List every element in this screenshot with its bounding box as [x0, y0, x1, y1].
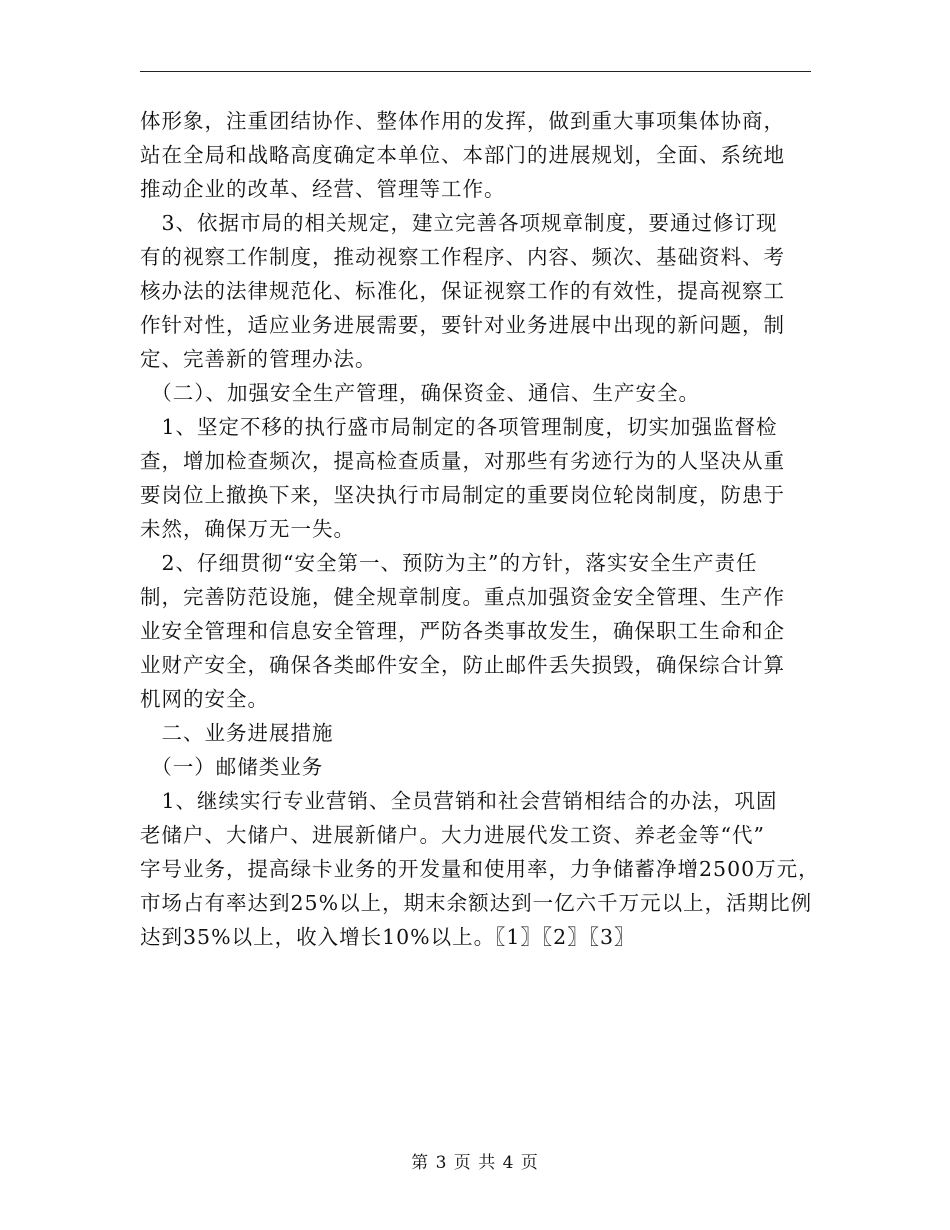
text-line: 有的视察工作制度，推动视察工作程序、内容、频次、基础资料、考	[140, 245, 785, 269]
text-line: 推动企业的改革、经营、管理等工作。	[140, 177, 506, 201]
text-line: 2、仔细贯彻“安全第一、预防为主”的方针，落实安全生产责任	[140, 551, 758, 575]
text-line: 未然，确保万无一失。	[140, 517, 355, 541]
text-line: 站在全局和战略高度确定本单位、本部门的进展规划，全面、系统地	[140, 143, 785, 167]
document-body	[140, 104, 820, 954]
text-line: 作针对性，适应业务进展需要，要针对业务进展中出现的新问题，制	[140, 313, 785, 337]
text-line: 定、完善新的管理办法。	[140, 347, 377, 371]
text-line: 制，完善防范设施，健全规章制度。重点加强资金安全管理、生产作	[140, 585, 785, 609]
text-line: 3、依据市局的相关规定，建立完善各项规章制度，要通过修订现	[140, 211, 778, 235]
text-line: 体形象，注重团结协作、整体作用的发挥，做到重大事项集体协商，	[140, 109, 785, 133]
section-heading: （二）、加强安全生产管理，确保资金、通信、生产安全。	[140, 381, 700, 405]
text-line: 业安全管理和信息安全管理，严防各类事故发生，确保职工生命和企	[140, 619, 785, 643]
text-line: 要岗位上撤换下来，坚决执行市局制定的重要岗位轮岗制度，防患于	[140, 483, 785, 507]
page-footer: 第 3 页 共 4 页	[411, 1153, 539, 1173]
text-line: 老储户、大储户、进展新储户。大力进展代发工资、养老金等“代”	[140, 823, 765, 847]
text-line: 核办法的法律规范化、标准化，保证视察工作的有效性，提高视察工	[140, 279, 785, 303]
text-line: 字号业务，提高绿卡业务的开发量和使用率，力争储蓄净增2500万元，	[140, 857, 820, 881]
text-line: 业财产安全，确保各类邮件安全，防止邮件丢失损毁，确保综合计算	[140, 653, 785, 677]
text-line: 机网的安全。	[140, 687, 269, 711]
text-line: 市场占有率达到25%以上，期末余额达到一亿六千万元以上，活期比例	[140, 891, 813, 915]
text-line: 查，增加检查频次，提高检查质量，对那些有劣迹行为的人坚决从重	[140, 449, 785, 473]
text-line: 达到35%以上，收入增长10%以上。〖1〗〖2〗〖3〗	[140, 925, 636, 949]
text-line: 1、坚定不移的执行盛市局制定的各项管理制度，切实加强监督检	[140, 415, 778, 439]
header-rule	[140, 71, 811, 72]
text-line: 1、继续实行专业营销、全员营销和社会营销相结合的办法，巩固	[140, 789, 778, 813]
section-heading: （一）邮储类业务	[140, 755, 324, 779]
section-heading: 二、业务进展措施	[140, 721, 334, 745]
